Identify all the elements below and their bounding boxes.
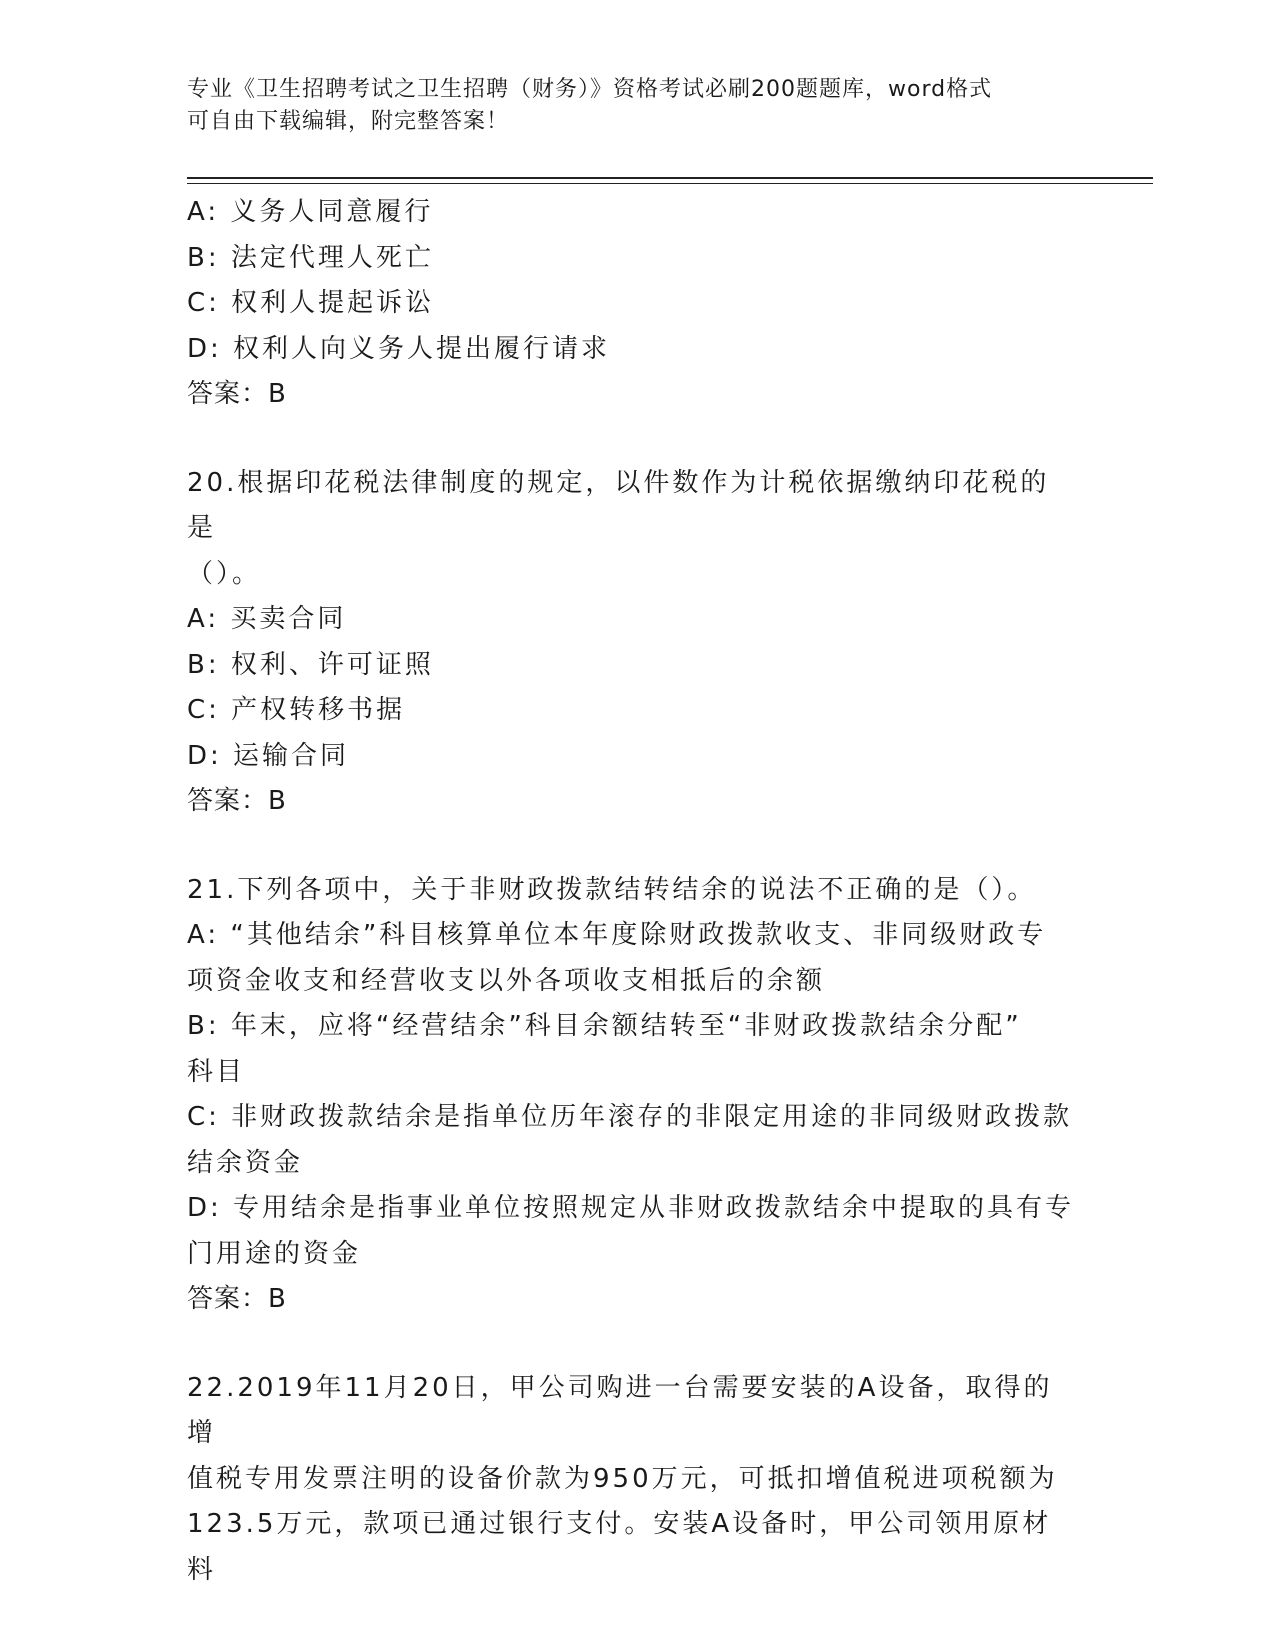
header-divider-thick [187, 177, 1153, 179]
q21-option-a-line-2: 项资金收支和经营收支以外各项收支相抵后的余额 [187, 965, 826, 996]
q21-option-d-line-2: 门用途的资金 [187, 1238, 362, 1269]
q20-stem-line-1: 20.根据印花税法律制度的规定，以件数作为计税依据缴纳印花税的是 [187, 467, 1050, 543]
header-line-2: 可自由下载编辑，附完整答案！ [187, 109, 510, 134]
q19-option-d: D: 权利人向义务人提出履行请求 [187, 333, 611, 364]
q21-option-a-line-1: A: “其他结余”科目核算单位本年度除财政拨款收支、非同级财政专 [187, 920, 1047, 950]
q22-stem-line-3: 123.5万元，款项已通过银行支付。安装A设备时，甲公司领用原材料 [187, 1509, 1052, 1585]
q21-option-d-line-1: D: 专用结余是指事业单位按照规定从非财政拨款结余中提取的具有专 [187, 1193, 1075, 1223]
q20-option-a: A: 买卖合同 [187, 604, 347, 634]
q20-option-d: D: 运输合同 [187, 740, 350, 771]
question-content [187, 190, 1077, 1593]
header-line-1: 专业《卫生招聘考试之卫生招聘（财务）》资格考试必刷200题题库，word格式 [187, 77, 993, 102]
q19-answer: 答案：B [187, 379, 287, 409]
q21-answer: 答案：B [187, 1284, 287, 1314]
header-divider-thin [187, 183, 1153, 184]
q22-stem-line-2: 值税专用发票注明的设备价款为950万元，可抵扣增值税进项税额为 [187, 1463, 1058, 1494]
q21-stem: 21.下列各项中，关于非财政拨款结转结余的说法不正确的是（）。 [187, 874, 1037, 905]
q20-option-b: B: 权利、许可证照 [187, 649, 434, 680]
q22-stem-line-1: 22.2019年11月20日，甲公司购进一台需要安装的A设备，取得的增 [187, 1372, 1053, 1448]
q19-option-c: C: 权利人提起诉讼 [187, 288, 435, 318]
q19-option-b: B: 法定代理人死亡 [187, 242, 434, 273]
q20-option-c: C: 产权转移书据 [187, 695, 406, 725]
document-header [187, 74, 1067, 138]
q21-option-b-line-2: 科目 [187, 1056, 246, 1087]
q21-option-b-line-1: B: 年末，应将“经营结余”科目余额结转至“非财政拨款结余分配” [187, 1011, 1022, 1041]
q21-option-c-line-1: C: 非财政拨款结余是指单位历年滚存的非限定用途的非同级财政拨款 [187, 1102, 1073, 1132]
q20-answer: 答案：B [187, 786, 287, 816]
q21-option-c-line-2: 结余资金 [187, 1147, 304, 1178]
q20-stem-line-2: （）。 [187, 558, 262, 589]
q19-option-a: A: 义务人同意履行 [187, 197, 434, 227]
